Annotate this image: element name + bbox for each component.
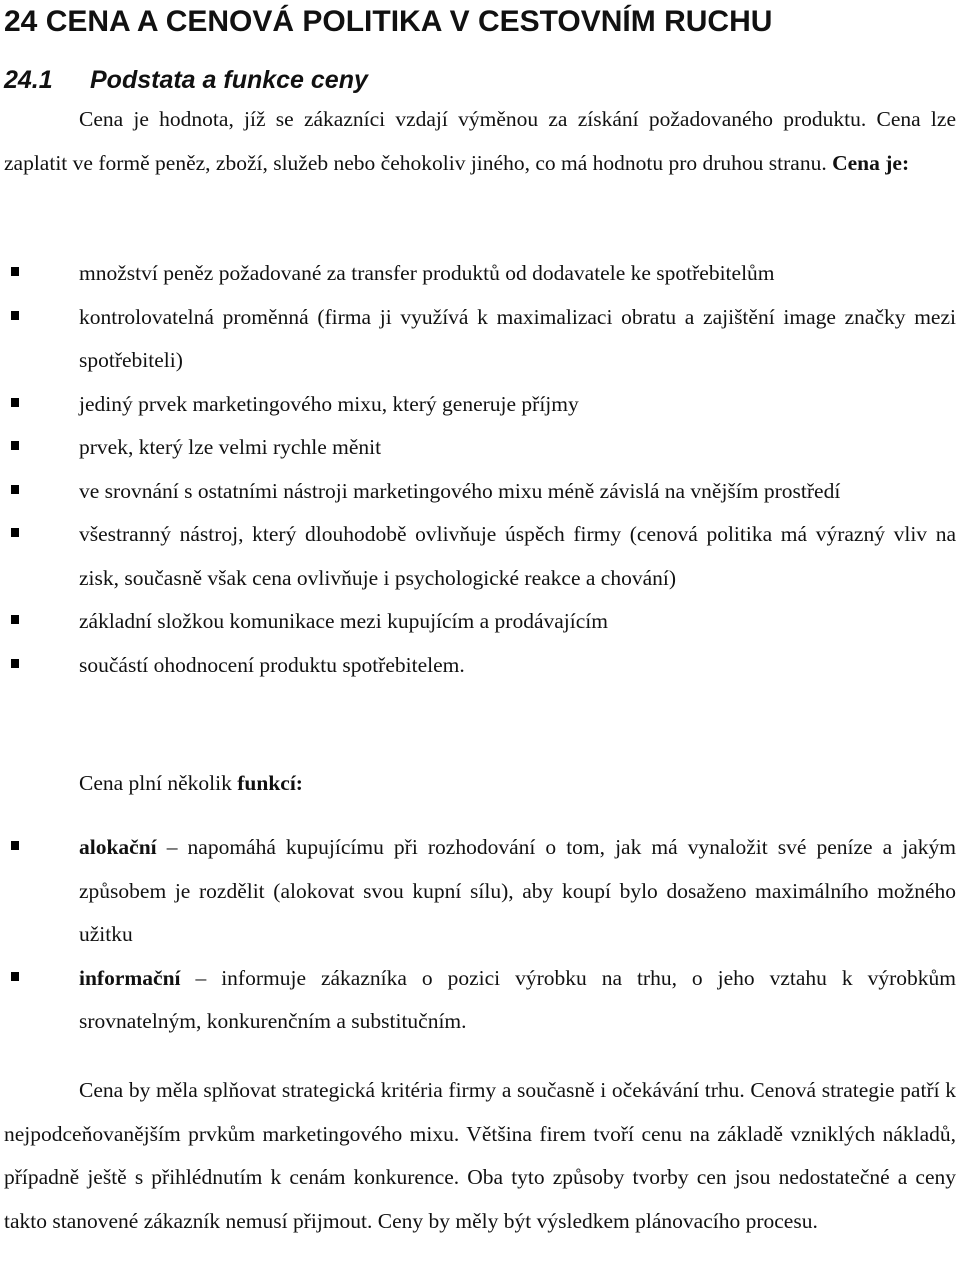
list-item [0, 826, 960, 957]
functions-intro-text: Cena plní několik [79, 771, 238, 795]
list-item-text: ve srovnání s ostatními nástroji marketingového mixu méně závislá na vnějším prostředí [79, 478, 841, 503]
list-item [0, 957, 960, 1044]
section-heading [4, 63, 368, 97]
list-item-text: všestranný nástroj, který dlouhodobě ovlivňuje úspěch firmy (cenová politika má výrazný vliv na zisk, současně však cena ovlivňuje i psychologické reakce a chování) [79, 522, 956, 590]
function-description: – napomáhá kupujícímu při rozhodování o tom, jak má vynaložit své peníze a jakým způsobem je rozdělit (alokovat svou kupní sílu), aby koupí bylo dosaženo maximálního možného užitku [79, 835, 956, 946]
list-item [0, 296, 960, 383]
section-title: Podstata a funkce ceny [90, 66, 368, 94]
list-item [0, 426, 960, 470]
square-bullet-icon [11, 841, 19, 850]
list-item [0, 644, 960, 688]
square-bullet-icon [11, 528, 19, 537]
chapter-heading: 24 CENA A CENOVÁ POLITIKA V CESTOVNÍM RUCHU [4, 5, 773, 38]
intro-text: Cena je hodnota, jíž se zákazníci vzdají výměnou za získání požadovaného produktu. Cena lze zaplatit ve formě peněz, zboží, služeb nebo čehokoliv jiného, co má hodnotu pro druhou stranu. [4, 107, 956, 175]
functions-intro [79, 762, 949, 806]
list-item [0, 513, 960, 600]
list-item-text: jediný prvek marketingového mixu, který generuje příjmy [79, 391, 579, 416]
list-item [0, 383, 960, 427]
definition-list [0, 252, 960, 687]
square-bullet-icon [11, 615, 19, 624]
function-term: alokační [79, 835, 157, 859]
square-bullet-icon [11, 441, 19, 450]
function-term: informační [79, 965, 181, 990]
list-item-text: kontrolovatelná proměnná (firma ji využívá k maximalizaci obratu a zajištění image značky mezi spotřebiteli) [79, 304, 956, 372]
intro-paragraph [4, 98, 956, 185]
square-bullet-icon [11, 659, 19, 668]
list-item-text: množství peněz požadované za transfer produktů od dodavatele ke spotřebitelům [79, 261, 775, 285]
section-number: 24.1 [4, 66, 53, 94]
square-bullet-icon [11, 972, 19, 981]
function-description: – informuje zákazníka o pozici výrobku na trhu, o jeho vztahu k výrobkům srovnatelným, konkurenčním a substitučním. [79, 965, 956, 1033]
list-item [0, 252, 960, 296]
list-item-text: součástí ohodnocení produktu spotřebitelem. [79, 652, 465, 677]
intro-bold-tail: Cena je: [832, 150, 910, 175]
list-item-text: prvek, který lze velmi rychle měnit [79, 435, 382, 459]
list-item [0, 470, 960, 514]
functions-list [0, 826, 960, 1044]
square-bullet-icon [11, 311, 19, 320]
closing-paragraph: Cena by měla splňovat strategická kritéria firmy a současně i očekávání trhu. Cenová strategie patří k nejpodceňovanějším prvkům marketingového mixu. Většina firem tvoří cenu na základě vzniklých nákladů, případně ještě s přihlédnutím k cenám konkurence. Oba tyto způsoby tvorby cen jsou nedostatečné a ceny takto stanovené zákazník nemusí přijmout. Ceny by měly být výsledkem plánovacího procesu. [4, 1078, 956, 1233]
list-item [0, 600, 960, 644]
square-bullet-icon [11, 398, 19, 407]
list-item-text: základní složkou komunikace mezi kupujícím a prodávajícím [79, 609, 608, 633]
square-bullet-icon [11, 485, 19, 494]
square-bullet-icon [11, 267, 19, 276]
functions-intro-bold: funkcí: [237, 771, 303, 795]
